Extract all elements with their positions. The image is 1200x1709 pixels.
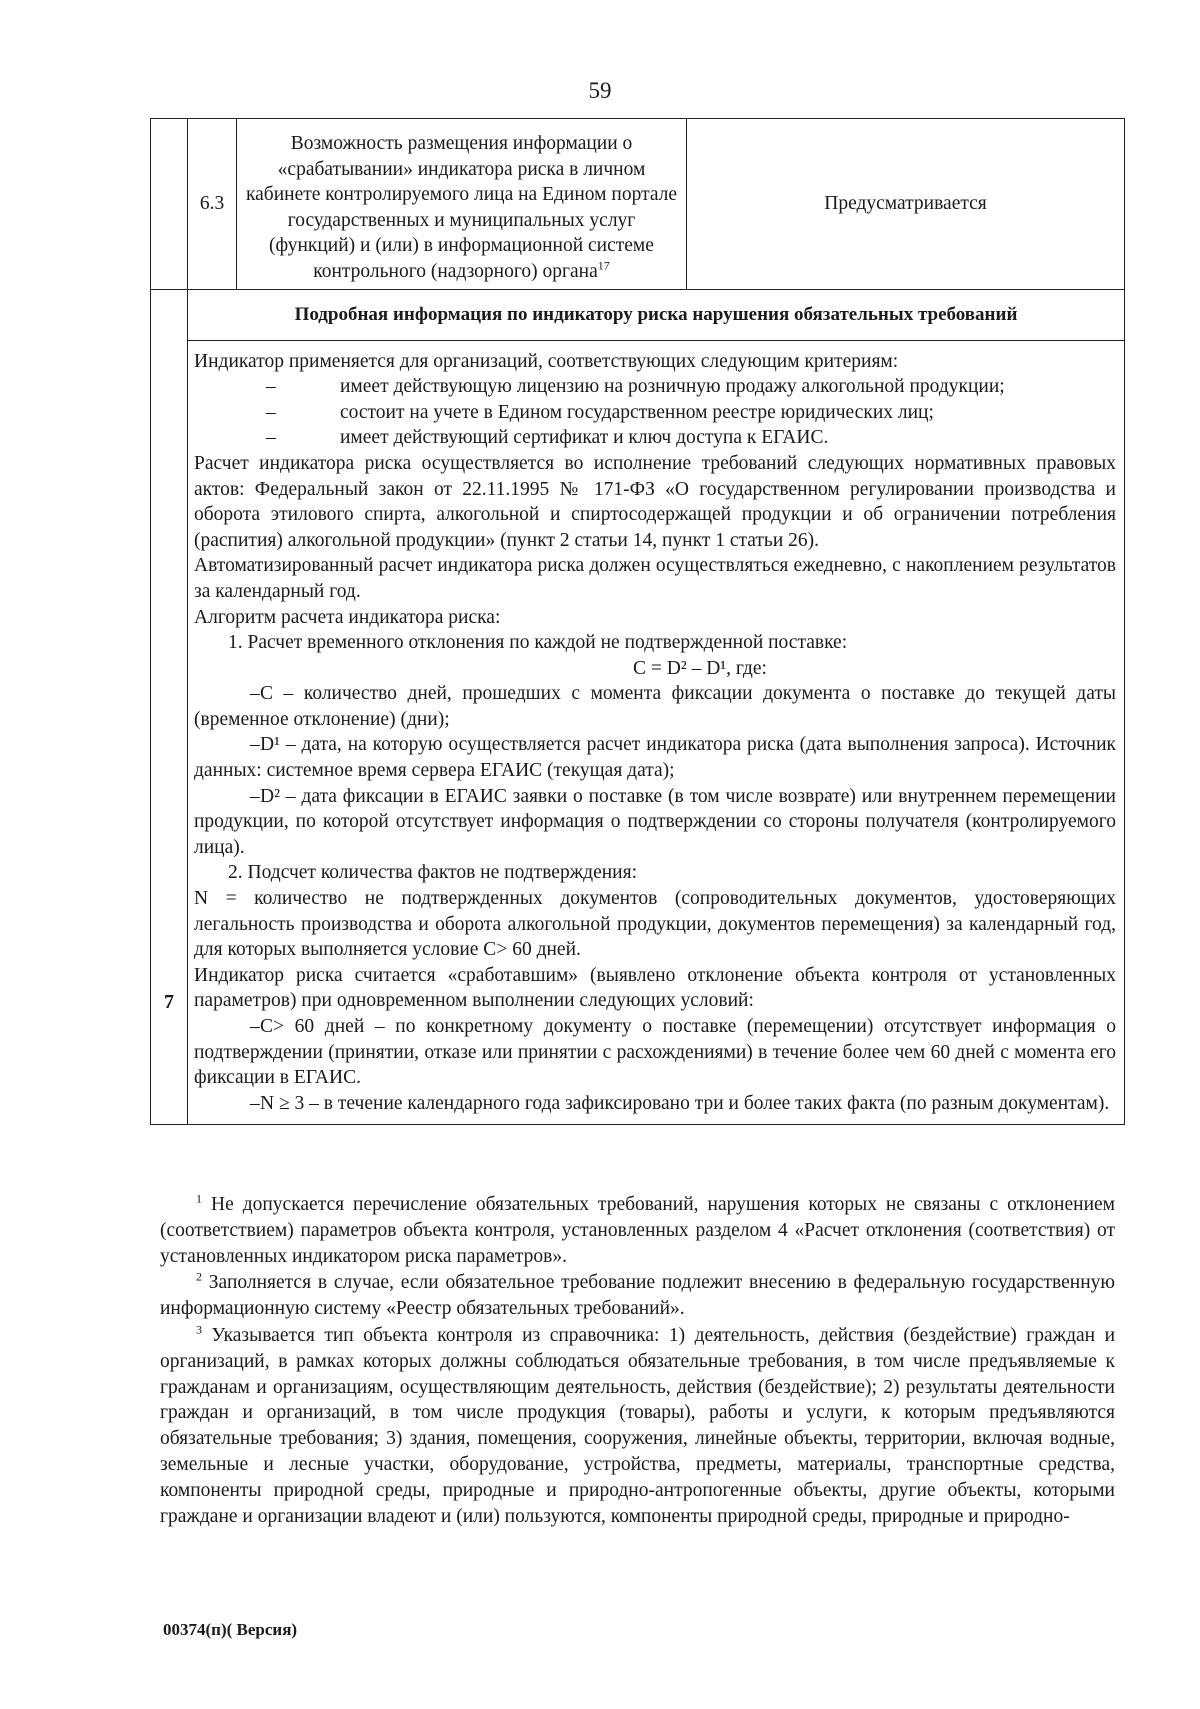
section-heading: Подробная информация по индикатору риска нарушения обязательных требований bbox=[188, 289, 1125, 340]
table-row-6-3 bbox=[151, 119, 1125, 290]
document-code: 00374(п)( Версия) bbox=[163, 1620, 298, 1639]
n-definition: N = количество не подтвержденных документов (сопроводительных документов, удостоверяющих легальность производства и оборота алкогольной продукции, документов перемещения) за календарный год, для которых выполняется условие C> 60 дней. bbox=[194, 888, 1116, 961]
footnote: $^1$ Не допускается перечисление обязательных требований, нарушения которых не связаны с отклонением (соответствием) параметров объекта контроля, установленных разделом 4 «Расчет отклонения (соответствия) от установленных индикатором риска параметров». bbox=[160, 1191, 1115, 1267]
row-group-cell bbox=[151, 119, 188, 290]
row-number-cell bbox=[188, 119, 237, 290]
trigger-text: Индикатор риска считается «сработавшим» (выявлено отклонение объекта контроля от установленных параметров) при одновременном выполнении следующих условий: bbox=[194, 964, 1116, 1012]
criteria-item: – имеет действующий сертификат и ключ доступа к ЕГАИС. bbox=[194, 425, 1116, 451]
step-2: 2. Подсчет количества фактов не подтверждения: bbox=[228, 862, 638, 884]
step-1: 1. Расчет временного отклонения по каждой не подтвержденной поставке: bbox=[228, 632, 848, 654]
footnotes bbox=[160, 1192, 1115, 1530]
value-cell bbox=[687, 119, 1125, 290]
page-number: 59 bbox=[588, 78, 612, 103]
row-number: 6.3 bbox=[199, 192, 225, 214]
criteria-item: – имеет действующую лицензию на розничную продажу алкогольной продукции; bbox=[194, 374, 1116, 400]
condition-2: –N ≥ 3 – в течение календарного года зафиксировано три и более таких факта (по разным документам). bbox=[250, 1092, 1110, 1114]
description-cell bbox=[237, 119, 687, 290]
legal-basis-text: Расчет индикатора риска осуществляется во исполнение требований следующих нормативных правовых актов: Федеральный закон от 22.11.1995 № 171-ФЗ «О государственном регулировании производства и оборота этилового спирта, алкогольной и спиртосодержащей продукции и об ограничении потребления (распития) алкогольной продукции» (пункт 2 статьи 14, пункт 1 статьи 26). bbox=[194, 452, 1116, 551]
definition-d2: –D² – дата фиксации в ЕГАИС заявки о поставке (в том числе возврате) или внутреннем перемещении продукции, по которой отсутствует информация о подтверждении со стороны получателя (контролируемого лица). bbox=[194, 785, 1116, 858]
definition-d1: –D¹ – дата, на которую осуществляется расчет индикатора риска (дата выполнения запроса). Источник данных: системное время сервера ЕГАИС (текущая дата); bbox=[194, 734, 1116, 782]
table-row-7-heading bbox=[151, 289, 1125, 340]
footnote: $^3$ Указывается тип объекта контроля из справочника: 1) деятельность, действия (бездействие) граждан и организаций, в рамках которых должны соблюдаться обязательные требования, в том числе предъявляемые к гражданам и организациям, осуществляющим деятельность, действия (бездействие); 2) результаты деятельности граждан и организаций, в том числе продукция (товары), работы и услуги, к которым предъявляются обязательные требования; 3) здания, помещения, сооружения, линейные объекты, территории, включая водные, земельные и лесные участки, оборудование, устройства, предметы, материалы, транспортные средства, компоненты природной среды, природные и природно-антропогенные объекты, другие объекты, которыми граждане и организации владеют и (или) пользуются, компоненты природной среды, природные и природно- bbox=[160, 1322, 1116, 1527]
indicator-table bbox=[150, 118, 1125, 1125]
criteria-item: – состоит на учете в Едином государственном реестре юридических лиц; bbox=[194, 400, 1116, 426]
algorithm-title: Алгоритм расчета индикатора риска: bbox=[194, 606, 501, 628]
row-number-7: 7 bbox=[151, 289, 188, 1125]
formula: C = D² – D¹, где: bbox=[633, 657, 767, 679]
definition-c: –C – количество дней, прошедших с момента фиксации документа о поставке до текущей даты (временное отклонение) (дни); bbox=[194, 683, 1116, 730]
table-row-7-body bbox=[151, 340, 1125, 1125]
condition-1: –C> 60 дней – по конкретному документу о поставке (перемещении) отсутствует информация о подтверждении (принятии, отказе или принятии с расхождениями) в течение более чем 60 дней с момента его фиксации в ЕГАИС. bbox=[194, 1016, 1116, 1089]
automation-text: Автоматизированный расчет индикатора риска должен осуществляться ежедневно, с накоплением результатов за календарный год. bbox=[194, 555, 1116, 602]
footnote-ref: 17 bbox=[597, 258, 610, 273]
section-body bbox=[188, 340, 1125, 1125]
intro-text: Индикатор применяется для организаций, соответствующих следующим критериям: bbox=[194, 350, 899, 372]
footnote: $^2$ Заполняется в случае, если обязательное требование подлежит внесению в федеральную государственную информационную систему «Реестр обязательных требований». bbox=[160, 1269, 1115, 1320]
value-text: Предусматривается bbox=[824, 192, 987, 214]
description-text: Возможность размещения информации о «срабатывании» индикатора риска в личном кабинете контролируемого лица на Едином портале государственных и муниципальных услуг (функций) и (или) в информационной системе контрольного (надзорного) органа bbox=[245, 133, 678, 282]
